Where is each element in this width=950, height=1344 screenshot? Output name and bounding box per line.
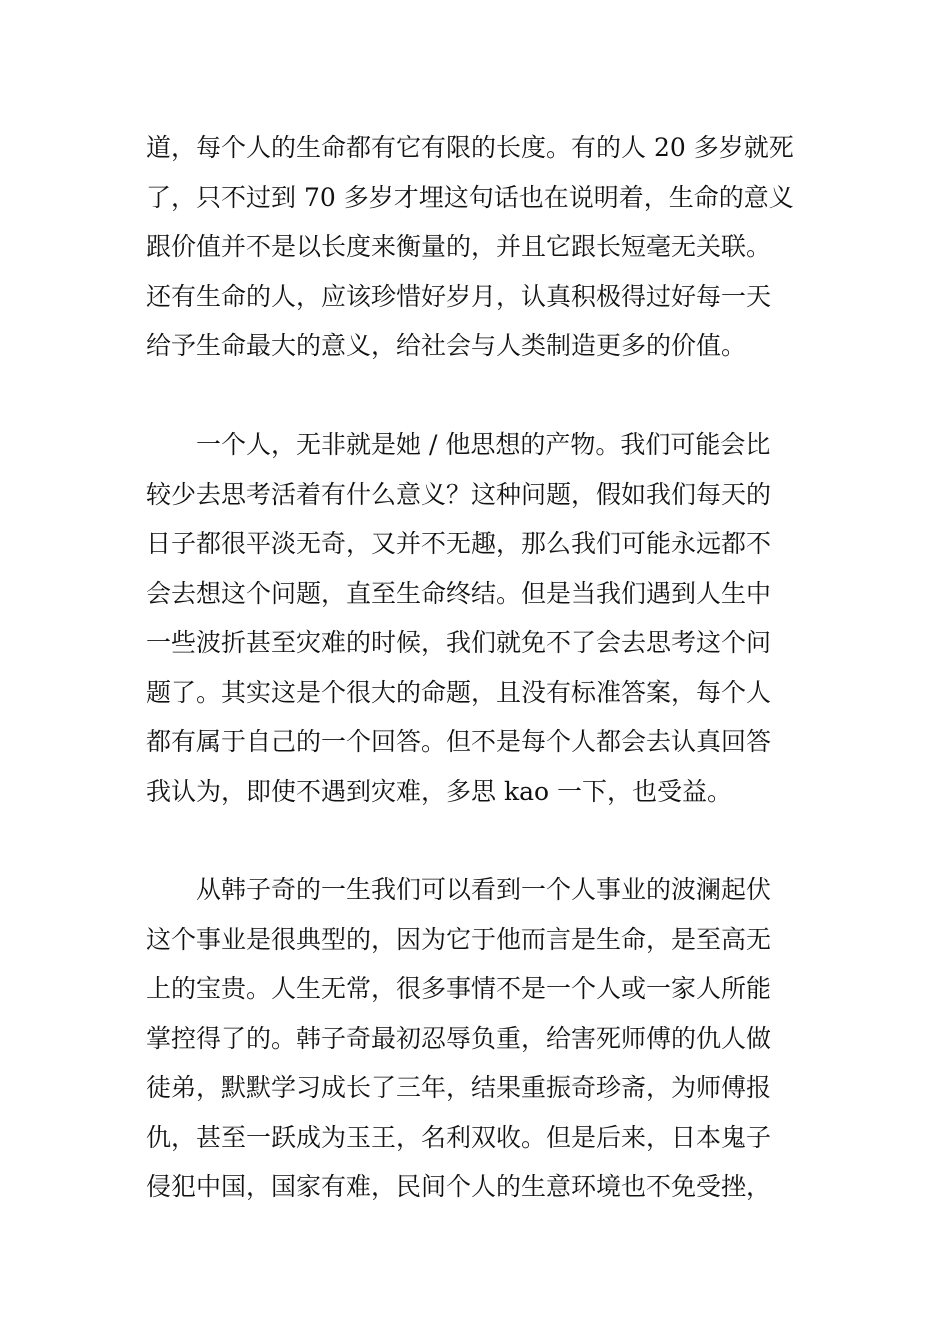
text-line: 我认为，即使不遇到灾难，多思 kao 一下，也受益。 (146, 776, 733, 806)
text-line: 会去想这个问题，直至生命终结。但是当我们遇到人生中 (146, 578, 772, 608)
text-line: 一个人，无非就是她 / 他思想的产物。我们可能会比 (146, 430, 771, 459)
text-line: 了，只不过到 70 多岁才埋这句话也在说明着，生命的意义 (146, 182, 794, 212)
text-line: 题了。其实这是个很大的命题，且没有标准答案，每个人 (146, 677, 772, 707)
text-line: 徒弟，默默学习成长了三年，结果重振奇珍斋，为师傅报 (146, 1073, 772, 1102)
text-line: 侵犯中国，国家有难，民间个人的生意环境也不免受挫， (146, 1172, 772, 1201)
text-line: 还有生命的人，应该珍惜好岁月，认真积极得过好每一天 (146, 281, 772, 311)
text-line: 道，每个人的生命都有它有限的长度。有的人 20 多岁就死 (146, 133, 794, 162)
text-line: 一些波折甚至灾难的时候，我们就免不了会去思考这个问 (146, 628, 772, 657)
text-line: 从韩子奇的一生我们可以看到一个人事业的波澜起伏 (146, 875, 772, 904)
text-line: 这个事业是很典型的，因为它于他而言是生命，是至高无 (146, 924, 772, 954)
paragraph-3 (146, 865, 816, 1212)
text-line: 跟价值并不是以长度来衡量的，并且它跟长短毫无关联。 (146, 232, 772, 261)
paragraph-1 (146, 123, 816, 371)
paragraph-2 (146, 420, 816, 816)
text-line: 上的宝贵。人生无常，很多事情不是一个人或一家人所能 (146, 974, 772, 1003)
text-line: 都有属于自己的一个回答。但不是每个人都会去认真回答 (146, 727, 772, 756)
text-line: 仇，甚至一跃成为玉王，名利双收。但是后来，日本鬼子 (146, 1122, 772, 1152)
text-line: 给予生命最大的意义，给社会与人类制造更多的价值。 (146, 331, 747, 360)
text-line: 掌控得了的。韩子奇最初忍辱负重，给害死师傅的仇人做 (146, 1023, 772, 1053)
text-line: 日子都很平淡无奇，又并不无趣，那么我们可能永远都不 (146, 529, 772, 558)
text-line: 较少去思考活着有什么意义？这种问题，假如我们每天的 (146, 479, 772, 509)
